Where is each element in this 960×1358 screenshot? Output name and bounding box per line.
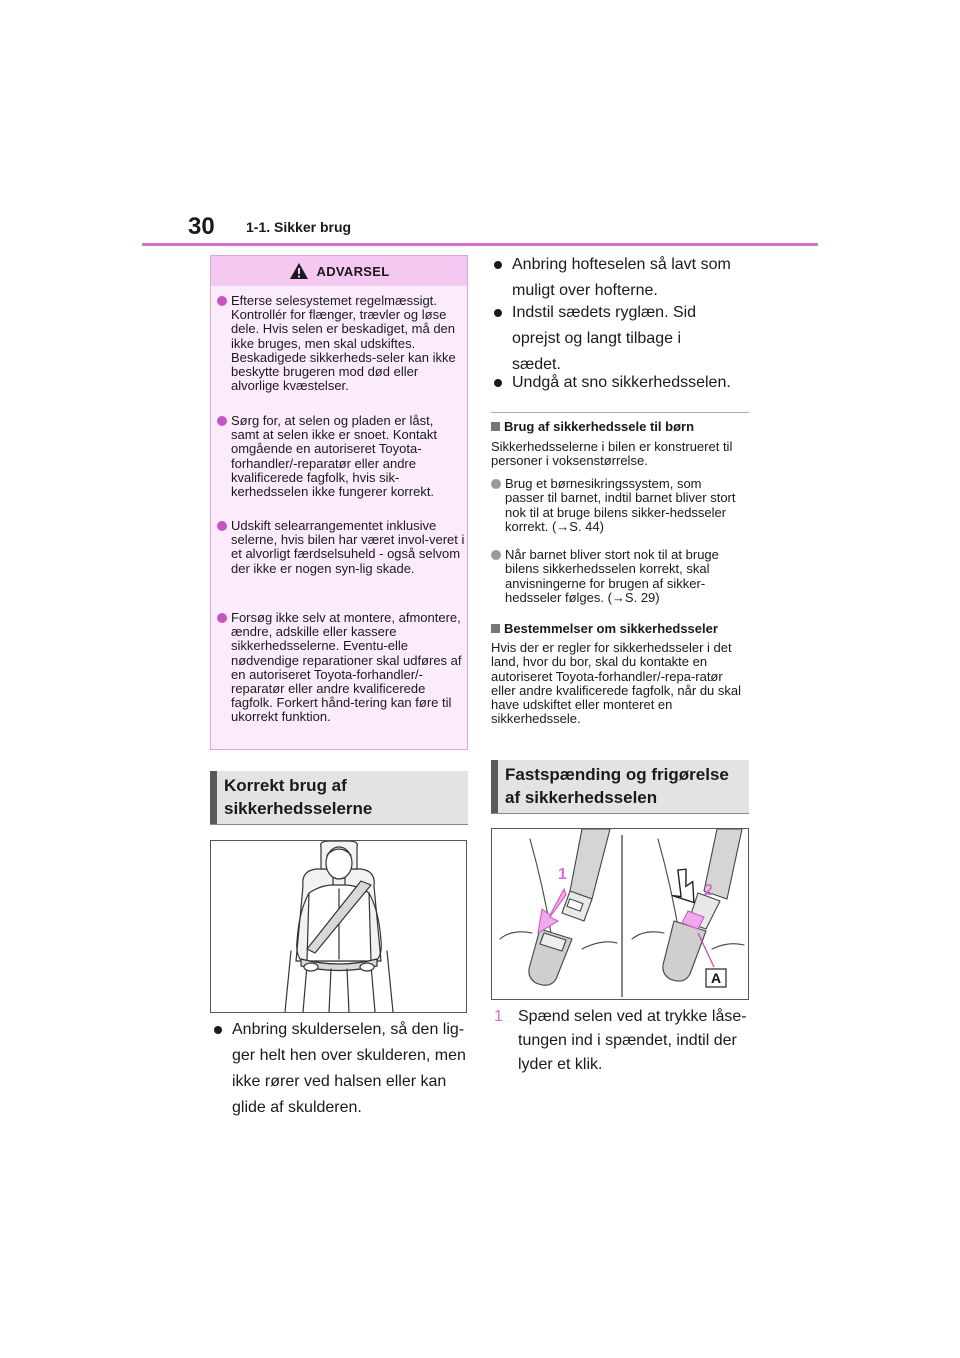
section-heading-fasten (491, 760, 749, 813)
bullet-icon (491, 550, 501, 560)
children-item (491, 477, 749, 537)
warning-item (217, 414, 463, 504)
warning-item-text: Forsøg ikke selv at montere, afmontere, ændre, adskille eller kassere sikkerhedsselerne. Eventu-elle nødvendige reparationer skal udføres af en autoriseret Toyota-forhandler/-reparatør eller andre kvalificerede fagfolk. Forkert hånd-tering kan føre til ukorrekt funktion. (231, 610, 462, 725)
regulations-body: Hvis der er regler for sikkerhedsseler i det land, hvor du bor, skal du kontakte en autoriseret Toyota-forhandler/-repa-ratør eller andre kvalificerede fagfolk, når du skal have udskiftet eller monteret en sikkerhedssele. (491, 640, 742, 727)
subheading-regulations (491, 622, 749, 636)
bullet-icon (217, 613, 227, 623)
figure-label-2: 2 (704, 882, 713, 899)
bullet-no-twist (494, 370, 750, 398)
person-seatbelt-illustration (211, 841, 466, 1012)
divider (491, 412, 749, 413)
step-1 (494, 1005, 750, 1095)
bullet-icon (217, 521, 227, 531)
warning-title: ADVARSEL (316, 263, 390, 279)
bullet-icon (494, 261, 502, 269)
bullet-icon (494, 309, 502, 317)
heading-line: Korrekt brug af (224, 776, 347, 795)
section-underline (210, 824, 468, 825)
header-rule (142, 243, 818, 246)
warning-item (217, 611, 463, 741)
bullet-icon (494, 379, 502, 387)
bullet-icon (214, 1026, 222, 1034)
warning-body (211, 286, 467, 749)
figure-callout-a: A (710, 970, 722, 986)
heading-line: sikkerhedsselerne (224, 799, 373, 818)
section-heading-correct-use (210, 771, 468, 824)
children-intro: Sikkerhedsselerne i bilen er konstrueret til personer i voksenstørrelse. (491, 439, 733, 469)
page-number: 30 (188, 213, 215, 240)
bullet-text: Indstil sædets ryglæn. Sid oprejst og langt tilbage i sædet. (512, 304, 697, 373)
figure-label-1: 1 (558, 866, 567, 883)
bullet-text: Undgå at sno sikkerhedsselen. (512, 374, 731, 391)
warning-item (217, 519, 463, 595)
subheading-children (491, 420, 749, 434)
warning-item-text: Efterse selesystemet regelmæssigt. Kontrollér for flænger, trævler og løse dele. Hvis selen er beskadiget, må den ikke bruges, men skal udskiftes. Beskadigede sikkerheds-seler kan ikke beskytte brugeren mod død eller alvorlige kvæstelser. (231, 293, 456, 394)
bullet-text: Anbring skulderselen, så den lig-ger helt hen over skulderen, men ikke rører ved halsen eller kan glide af skulderen. (232, 1021, 466, 1116)
subheading-text: Bestemmelser om sikkerhedsseler (504, 621, 718, 636)
subheading-text: Brug af sikkerhedssele til børn (504, 419, 695, 434)
seatbelt-person-figure (210, 840, 467, 1013)
bullet-lap-belt (494, 252, 750, 306)
heading-line: Fastspænding og frigørelse (505, 765, 729, 784)
step-text: Spænd selen ved at trykke låse-tungen ind i spændet, indtil der lyder et klik. (518, 1008, 747, 1073)
bullet-seatback (494, 300, 750, 380)
bullet-icon (491, 479, 501, 489)
section-title: 1-1. Sikker brug (246, 219, 352, 235)
bullet-icon (217, 296, 227, 306)
square-bullet-icon (491, 422, 500, 431)
heading-line: af sikkerhedsselen (505, 788, 658, 807)
warning-triangle-icon (289, 262, 309, 280)
step-number: 1 (494, 1008, 503, 1025)
buckle-figure (491, 828, 749, 1000)
children-item (491, 548, 749, 608)
bullet-shoulder-belt (214, 1017, 466, 1127)
buckle-illustration (492, 829, 748, 999)
children-item-text: Når barnet bliver stort nok til at bruge bilens sikkerhedsselen korrekt, skal anvisningerne for brugen af sikker-hedsseler følges. (→S. 29) (505, 547, 719, 605)
warning-item (217, 294, 463, 404)
warning-item-text: Udskift selearrangementet inklusive selerne, hvis bilen har været invol-veret i et alvorligt færdselsuheld - også selvom der ikke er nogen syn-lig skade. (231, 518, 465, 576)
bullet-text: Anbring hofteselen så lavt som muligt over hofterne. (512, 256, 731, 299)
children-item-text: Brug et børnesikringssystem, som passer til barnet, indtil barnet bliver stort nok til at bruge bilens sikker-hedsseler korrekt. (→S. 44) (505, 476, 736, 534)
square-bullet-icon (491, 624, 500, 633)
section-underline (491, 813, 749, 814)
warning-header (211, 256, 467, 286)
warning-item-text: Sørg for, at selen og pladen er låst, samt at selen ikke er snoet. Kontakt omgående en autoriseret Toyota-forhandler/-reparatør eller andre kvalificerede fagfolk, hvis sik-kerhedsselen ikke fungerer korrekt. (231, 413, 437, 500)
warning-box (210, 255, 468, 750)
bullet-icon (217, 416, 227, 426)
